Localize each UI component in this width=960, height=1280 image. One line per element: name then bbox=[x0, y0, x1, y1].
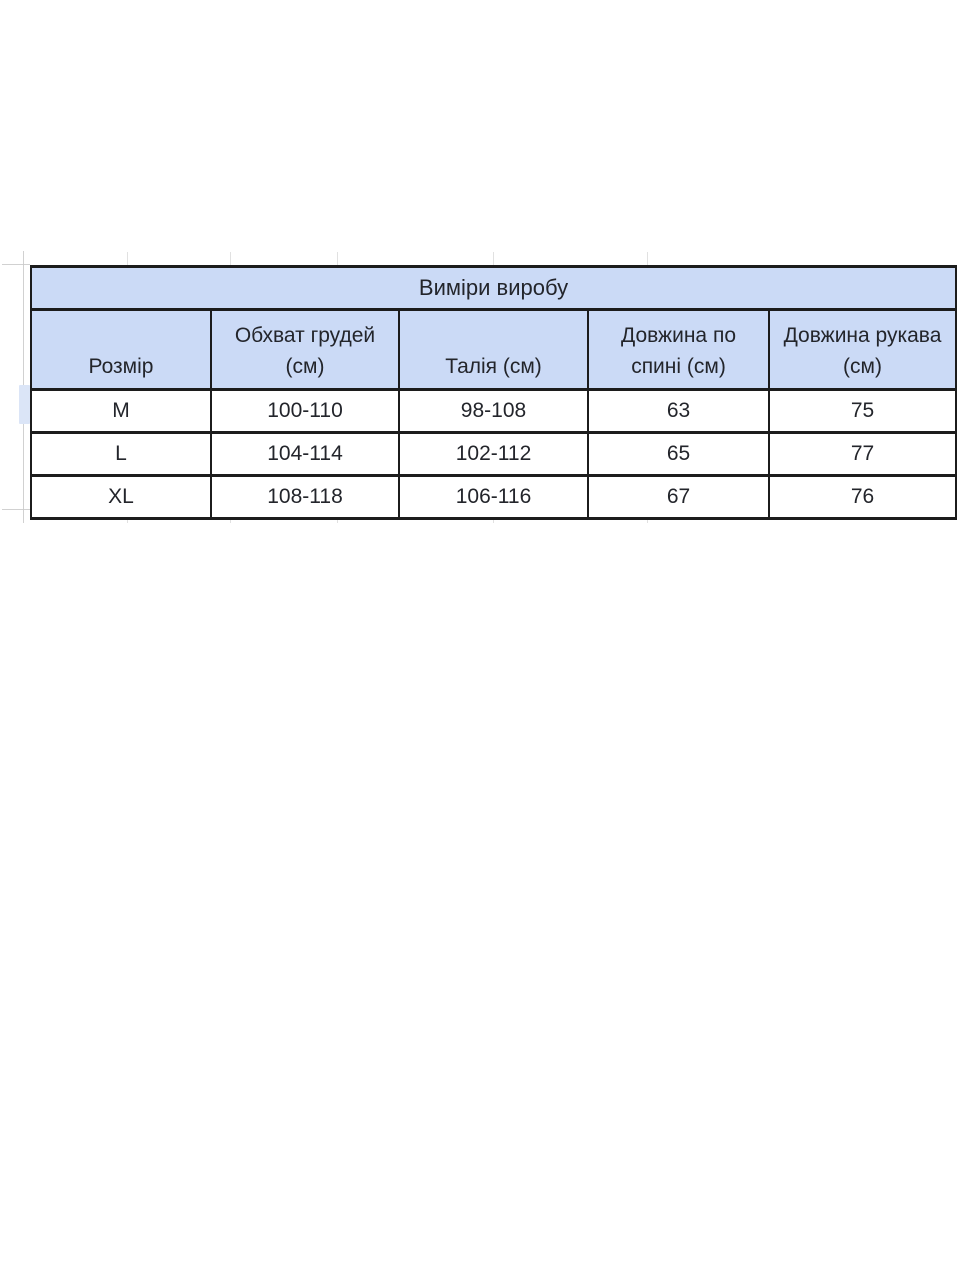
back-length-cell: 63 bbox=[588, 390, 769, 433]
waist-cell: 102-112 bbox=[399, 433, 588, 476]
row-m-marker-cell bbox=[19, 385, 30, 424]
sleeve-length-cell: 76 bbox=[769, 476, 956, 519]
table-row-m bbox=[31, 390, 956, 433]
sleeve-length-cell: 77 bbox=[769, 433, 956, 476]
chest-cell: 104-114 bbox=[211, 433, 399, 476]
table-header-row bbox=[31, 310, 956, 390]
size-cell: M bbox=[31, 390, 211, 433]
table-title-row bbox=[31, 267, 956, 310]
sheet-gridline-stub bbox=[230, 252, 231, 265]
waist-cell: 106-116 bbox=[399, 476, 588, 519]
sheet-gridline-stub bbox=[493, 252, 494, 265]
sheet-gridline-stub bbox=[2, 264, 30, 265]
sheet-gridline-stub bbox=[647, 252, 648, 265]
chest-cell: 108-118 bbox=[211, 476, 399, 519]
chest-cell: 100-110 bbox=[211, 390, 399, 433]
sleeve-length-cell: 75 bbox=[769, 390, 956, 433]
column-header-size: Розмір bbox=[31, 310, 211, 390]
size-cell: L bbox=[31, 433, 211, 476]
size-chart-table bbox=[30, 265, 957, 520]
sheet-gridline-stub bbox=[2, 509, 30, 510]
column-header-sleeve-length: Довжина рукава (см) bbox=[769, 310, 956, 390]
back-length-cell: 65 bbox=[588, 433, 769, 476]
waist-cell: 98-108 bbox=[399, 390, 588, 433]
column-header-back-length: Довжина по спині (см) bbox=[588, 310, 769, 390]
table-row-xl bbox=[31, 476, 956, 519]
sheet-gridline-stub bbox=[127, 252, 128, 265]
size-cell: XL bbox=[31, 476, 211, 519]
back-length-cell: 67 bbox=[588, 476, 769, 519]
sheet-gridline-stub bbox=[337, 252, 338, 265]
table-row-l bbox=[31, 433, 956, 476]
column-header-waist: Талія (см) bbox=[399, 310, 588, 390]
column-header-chest: Обхват грудей (см) bbox=[211, 310, 399, 390]
table-title: Виміри виробу bbox=[31, 267, 956, 310]
